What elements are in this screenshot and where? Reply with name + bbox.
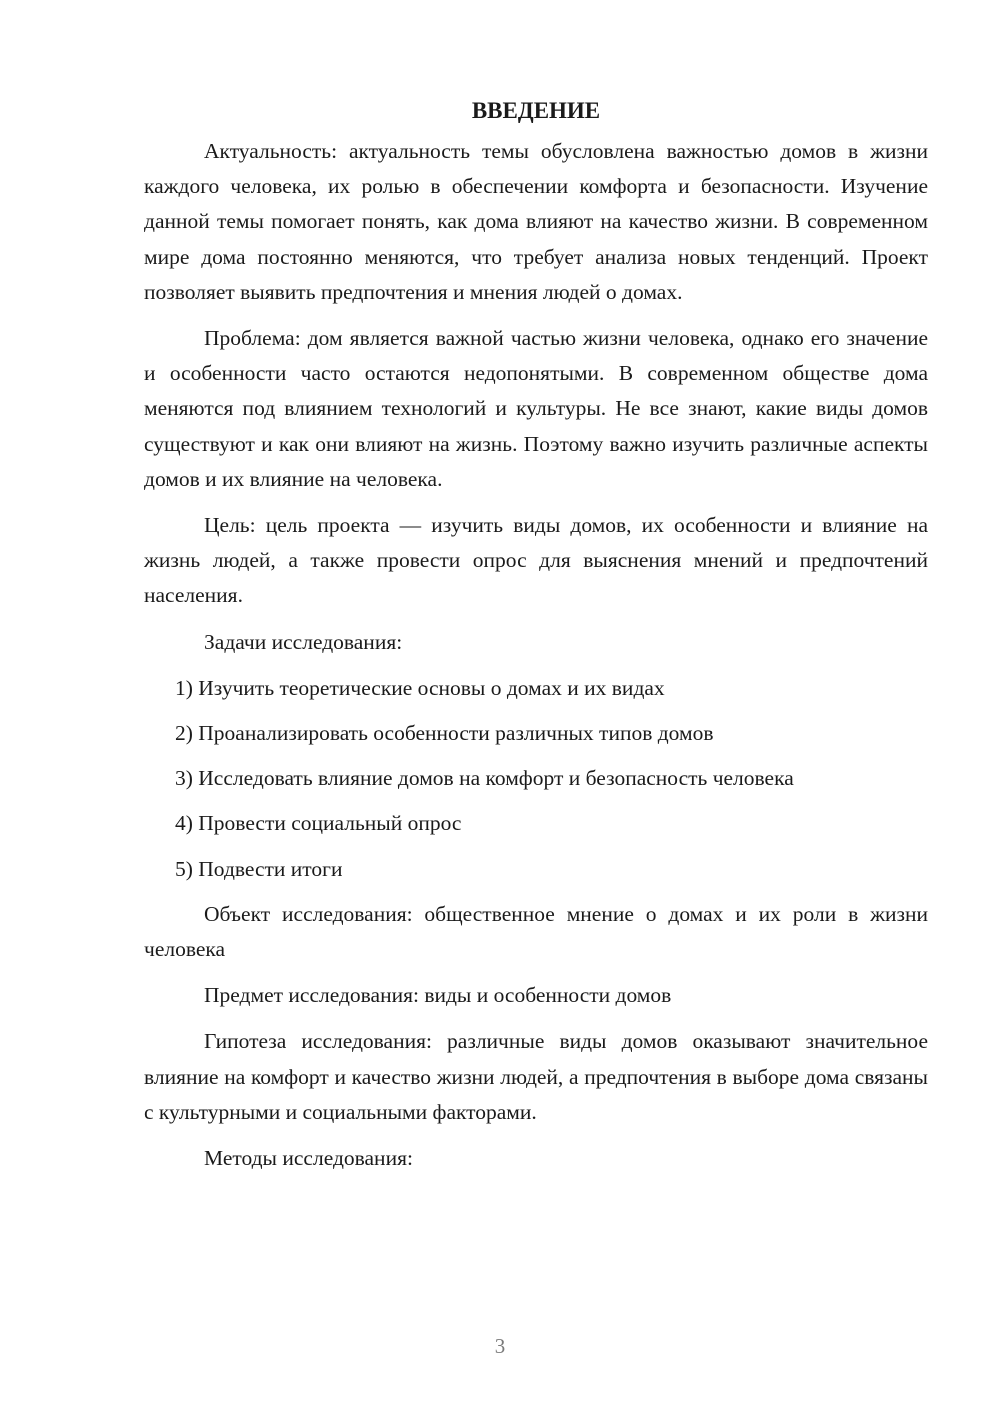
list-item: 3) Исследовать влияние домов на комфорт и безопасность человека: [175, 766, 794, 791]
tasks-heading: Задачи исследования:: [204, 629, 403, 654]
hypothesis-paragraph: Гипотеза исследования: различные виды домов оказывают значительное влияние на комфорт и качество жизни людей, а предпочтения в выборе дома связаны с культурными и социальными факторами.: [144, 1029, 928, 1124]
problem-paragraph: Проблема: дом является важной частью жизни человека, однако его значение и особенности часто остаются недопонятыми. В современном обществе дома меняются под влиянием технологий и культуры. Не все знают, какие виды домов существуют и как они влияют на жизнь. Поэтому важно изучить различные аспекты домов и их влияние на человека.: [144, 326, 928, 491]
page-title: ВВЕДЕНИЕ: [471, 98, 601, 123]
page-number: 3: [494, 1334, 506, 1358]
list-item: 2) Проанализировать особенности различных типов домов: [175, 721, 714, 746]
list-item: 1) Изучить теоретические основы о домах и их видах: [175, 675, 665, 700]
object-paragraph: Объект исследования: общественное мнение о домах и их роли в жизни человека: [144, 901, 928, 962]
goal-paragraph: Цель: цель проекта — изучить виды домов, их особенности и влияние на жизнь людей, а также провести опрос для выяснения мнений и предпочтений населения.: [144, 513, 928, 608]
tasks-list: [144, 671, 928, 887]
list-item: 5) Подвести итоги: [175, 856, 343, 881]
document-page: [144, 94, 928, 1187]
relevance-paragraph: Актуальность: актуальность темы обусловлена важностью домов в жизни каждого человека, их ролью в обеспечении комфорта и безопасности. Изучение данной темы помогает понять, как дома влияют на качество жизни. В современном мире дома постоянно меняются, что требует анализа новых тенденций. Проект позволяет выявить предпочтения и мнения людей о домах.: [144, 139, 928, 304]
methods-heading: Методы исследования:: [204, 1146, 413, 1171]
subject-paragraph: Предмет исследования: виды и особенности домов: [204, 983, 672, 1008]
list-item: 4) Провести социальный опрос: [175, 811, 462, 836]
